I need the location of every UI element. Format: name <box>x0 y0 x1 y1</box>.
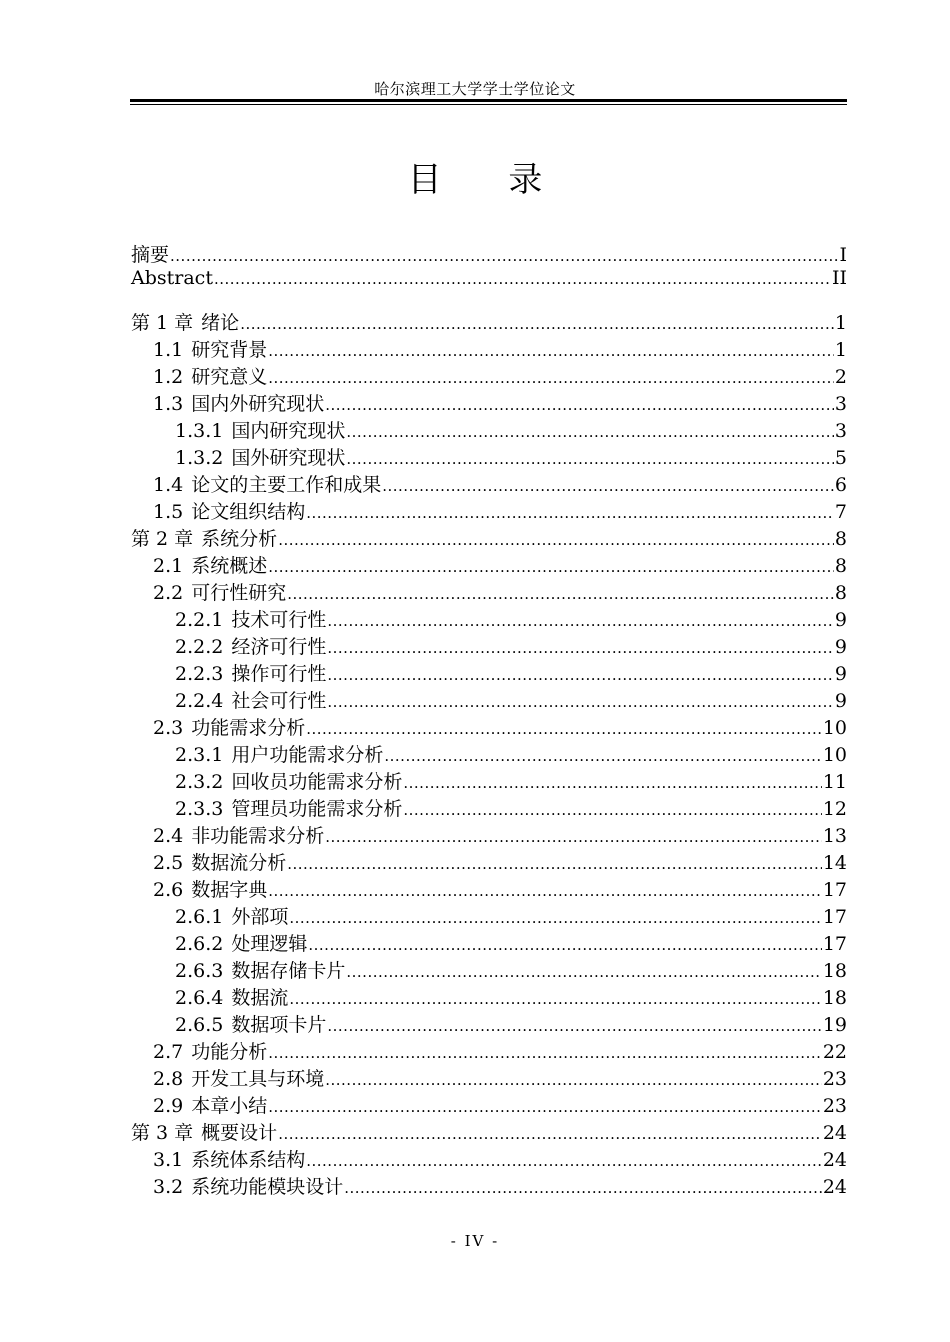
toc-entry-page: II <box>831 267 847 289</box>
toc-entry[interactable] <box>131 848 847 875</box>
toc-entry-number: 1.1 <box>153 339 184 361</box>
table-of-contents <box>131 240 847 1199</box>
toc-dot-leader <box>268 369 834 387</box>
toc-entry[interactable] <box>131 902 847 929</box>
toc-entry-number: 2.4 <box>153 825 184 847</box>
toc-entry-page: 12 <box>822 798 847 820</box>
toc-entry-number: 1.5 <box>153 501 184 523</box>
toc-dot-leader <box>308 936 821 954</box>
toc-entry-number: 2.2.1 <box>175 609 224 631</box>
toc-entry-title: 数据存储卡片 <box>231 960 346 982</box>
toc-entry[interactable] <box>131 389 847 416</box>
toc-dot-leader <box>346 450 834 468</box>
toc-dot-leader <box>327 1017 821 1035</box>
toc-entry[interactable] <box>131 335 847 362</box>
toc-entry[interactable] <box>131 632 847 659</box>
toc-entry-title: 论文的主要工作和成果 <box>191 474 382 496</box>
toc-entry-page: 23 <box>822 1095 847 1117</box>
toc-entry-number: 2.6.1 <box>175 906 224 928</box>
toc-entry-title: 功能需求分析 <box>191 717 306 739</box>
toc-entry-title: 技术可行性 <box>231 609 327 631</box>
toc-entry-title: 经济可行性 <box>231 636 327 658</box>
toc-entry-number: 2.8 <box>153 1068 184 1090</box>
toc-entry-page: 18 <box>822 987 847 1009</box>
toc-entry-page: 8 <box>834 582 847 604</box>
toc-entry-title: 国外研究现状 <box>231 447 346 469</box>
toc-entry-title: Abstract <box>131 267 213 289</box>
toc-entry-title: 系统概述 <box>191 555 268 577</box>
toc-dot-leader <box>214 270 831 288</box>
toc-entry-page: 10 <box>822 744 847 766</box>
toc-entry-number: 2.1 <box>153 555 184 577</box>
toc-dot-leader <box>403 801 821 819</box>
toc-entry-title: 开发工具与环境 <box>191 1068 325 1090</box>
toc-entry-page: 10 <box>822 717 847 739</box>
page-number: - IV - <box>450 1232 500 1250</box>
toc-entry-page: 11 <box>822 771 847 793</box>
toc-entry-title: 系统分析 <box>201 528 278 550</box>
toc-entry-title: 用户功能需求分析 <box>231 744 384 766</box>
toc-dot-leader <box>268 558 834 576</box>
toc-entry[interactable] <box>131 1091 847 1118</box>
toc-dot-leader <box>327 612 834 630</box>
page-title: 目 录 <box>407 160 571 200</box>
toc-entry-page: 23 <box>822 1068 847 1090</box>
toc-entry-title: 数据流分析 <box>191 852 287 874</box>
toc-entry-page: 6 <box>834 474 847 496</box>
toc-dot-leader <box>346 963 821 981</box>
toc-entry-title: 数据项卡片 <box>231 1014 327 1036</box>
toc-dot-leader <box>170 247 838 265</box>
toc-dot-leader <box>268 1098 822 1116</box>
toc-entry[interactable] <box>131 767 847 794</box>
toc-dot-leader <box>327 639 834 657</box>
toc-dot-leader <box>325 1071 822 1089</box>
toc-entry-page: 13 <box>822 825 847 847</box>
toc-dot-leader <box>403 774 821 792</box>
toc-entry[interactable] <box>131 740 847 767</box>
toc-entry[interactable] <box>131 240 847 267</box>
toc-entry-page: I <box>839 244 847 266</box>
toc-entry-page: 24 <box>822 1122 847 1144</box>
toc-dot-leader <box>327 693 834 711</box>
toc-entry[interactable] <box>131 1010 847 1037</box>
toc-dot-leader <box>278 531 834 549</box>
toc-entry-number: 2.9 <box>153 1095 184 1117</box>
toc-entry-page: 7 <box>834 501 847 523</box>
toc-entry-number: 2.7 <box>153 1041 184 1063</box>
toc-entry-page: 17 <box>822 879 847 901</box>
toc-entry-page: 8 <box>834 528 847 550</box>
toc-entry-title: 研究背景 <box>191 339 268 361</box>
toc-dot-leader <box>268 342 834 360</box>
toc-entry-title: 研究意义 <box>191 366 268 388</box>
toc-entry-page: 22 <box>822 1041 847 1063</box>
toc-entry-page: 24 <box>822 1176 847 1198</box>
toc-entry[interactable] <box>131 686 847 713</box>
toc-entry[interactable] <box>131 821 847 848</box>
toc-dot-leader <box>382 477 834 495</box>
toc-entry[interactable] <box>131 1172 847 1199</box>
toc-entry[interactable] <box>131 875 847 902</box>
toc-entry[interactable] <box>131 1037 847 1064</box>
toc-entry[interactable] <box>131 416 847 443</box>
toc-entry-page: 5 <box>834 447 847 469</box>
toc-entry[interactable] <box>131 956 847 983</box>
toc-dot-leader <box>268 1044 822 1062</box>
toc-entry[interactable] <box>131 308 847 335</box>
toc-entry-title: 回收员功能需求分析 <box>231 771 403 793</box>
toc-entry-title: 绪论 <box>201 312 240 334</box>
toc-entry-number: 1.3.2 <box>175 447 224 469</box>
toc-entry[interactable] <box>131 578 847 605</box>
toc-dot-leader <box>289 909 821 927</box>
toc-dot-leader <box>346 423 834 441</box>
toc-entry-number: 2.3 <box>153 717 184 739</box>
toc-dot-leader <box>287 585 834 603</box>
toc-entry-number: 2.5 <box>153 852 184 874</box>
toc-entry-number: 2.2.2 <box>175 636 224 658</box>
toc-entry-title: 本章小结 <box>191 1095 268 1117</box>
header-rule-thin <box>130 104 847 105</box>
toc-entry-number: 1.4 <box>153 474 184 496</box>
toc-dot-leader <box>278 1125 822 1143</box>
toc-dot-leader <box>325 828 822 846</box>
running-header: 哈尔滨理工大学学士学位论文 <box>374 80 576 98</box>
toc-entry-page: 9 <box>834 609 847 631</box>
toc-entry-title: 摘要 <box>131 244 170 266</box>
toc-entry[interactable] <box>131 983 847 1010</box>
toc-entry[interactable] <box>131 1145 847 1172</box>
toc-entry-page: 18 <box>822 960 847 982</box>
toc-entry-number: 1.2 <box>153 366 184 388</box>
toc-entry-title: 功能分析 <box>191 1041 268 1063</box>
toc-entry-title: 国内外研究现状 <box>191 393 325 415</box>
toc-dot-leader <box>384 747 821 765</box>
toc-entry-number: 2.2.4 <box>175 690 224 712</box>
toc-entry-title: 国内研究现状 <box>231 420 346 442</box>
toc-entry[interactable] <box>131 929 847 956</box>
toc-entry-page: 9 <box>834 636 847 658</box>
header-rule-thick <box>130 99 847 102</box>
toc-entry-page: 9 <box>834 690 847 712</box>
toc-entry-number: 2.6 <box>153 879 184 901</box>
toc-entry-title: 数据字典 <box>191 879 268 901</box>
toc-dot-leader <box>306 1152 822 1170</box>
toc-entry-page: 8 <box>834 555 847 577</box>
toc-entry[interactable] <box>131 713 847 740</box>
toc-entry-number: 3.1 <box>153 1149 184 1171</box>
toc-entry-title: 系统功能模块设计 <box>191 1176 344 1198</box>
toc-entry-number: 第 3 章 <box>131 1122 194 1144</box>
toc-dot-leader <box>325 396 834 414</box>
toc-entry-page: 3 <box>834 420 847 442</box>
toc-entry-number: 第 1 章 <box>131 312 194 334</box>
toc-entry-title: 外部项 <box>231 906 289 928</box>
toc-entry-number: 1.3.1 <box>175 420 224 442</box>
toc-entry-number: 2.3.3 <box>175 798 224 820</box>
toc-entry-number: 第 2 章 <box>131 528 194 550</box>
toc-entry-title: 社会可行性 <box>231 690 327 712</box>
toc-entry-number: 1.3 <box>153 393 184 415</box>
toc-entry[interactable] <box>131 1064 847 1091</box>
toc-entry[interactable] <box>131 659 847 686</box>
toc-entry[interactable] <box>131 605 847 632</box>
toc-entry-title: 系统体系结构 <box>191 1149 306 1171</box>
toc-entry-title: 非功能需求分析 <box>191 825 325 847</box>
toc-entry-page: 1 <box>834 339 847 361</box>
toc-entry-number: 2.3.2 <box>175 771 224 793</box>
toc-entry[interactable] <box>131 524 847 551</box>
toc-entry-page: 3 <box>834 393 847 415</box>
toc-entry-title: 可行性研究 <box>191 582 287 604</box>
toc-entry[interactable] <box>131 443 847 470</box>
toc-dot-leader <box>287 855 822 873</box>
toc-entry-page: 9 <box>834 663 847 685</box>
toc-entry-title: 处理逻辑 <box>231 933 308 955</box>
toc-entry[interactable] <box>131 497 847 524</box>
toc-entry-title: 概要设计 <box>201 1122 278 1144</box>
toc-entry-title: 论文组织结构 <box>191 501 306 523</box>
toc-entry-page: 1 <box>834 312 847 334</box>
toc-entry[interactable] <box>131 551 847 578</box>
toc-entry-title: 数据流 <box>231 987 289 1009</box>
toc-entry[interactable] <box>131 362 847 389</box>
toc-entry[interactable] <box>131 794 847 821</box>
toc-dot-leader <box>327 666 834 684</box>
toc-entry-page: 2 <box>834 366 847 388</box>
toc-entry-page: 17 <box>822 933 847 955</box>
toc-entry-page: 14 <box>822 852 847 874</box>
toc-entry-number: 2.6.3 <box>175 960 224 982</box>
toc-dot-leader <box>289 990 821 1008</box>
toc-dot-leader <box>306 504 834 522</box>
toc-entry[interactable] <box>131 470 847 497</box>
toc-entry-number: 2.2 <box>153 582 184 604</box>
toc-dot-leader <box>268 882 822 900</box>
toc-entry-title: 操作可行性 <box>231 663 327 685</box>
toc-entry-number: 3.2 <box>153 1176 184 1198</box>
toc-dot-leader <box>240 315 834 333</box>
toc-dot-leader <box>344 1179 822 1197</box>
toc-entry[interactable] <box>131 1118 847 1145</box>
toc-entry-page: 24 <box>822 1149 847 1171</box>
toc-entry-page: 19 <box>822 1014 847 1036</box>
toc-entry-number: 2.6.2 <box>175 933 224 955</box>
toc-entry-number: 2.2.3 <box>175 663 224 685</box>
toc-entry-number: 2.6.4 <box>175 987 224 1009</box>
toc-dot-leader <box>306 720 822 738</box>
toc-entry[interactable] <box>131 267 847 294</box>
toc-entry-number: 2.3.1 <box>175 744 224 766</box>
toc-entry-title: 管理员功能需求分析 <box>231 798 403 820</box>
toc-entry-page: 17 <box>822 906 847 928</box>
toc-entry-number: 2.6.5 <box>175 1014 224 1036</box>
